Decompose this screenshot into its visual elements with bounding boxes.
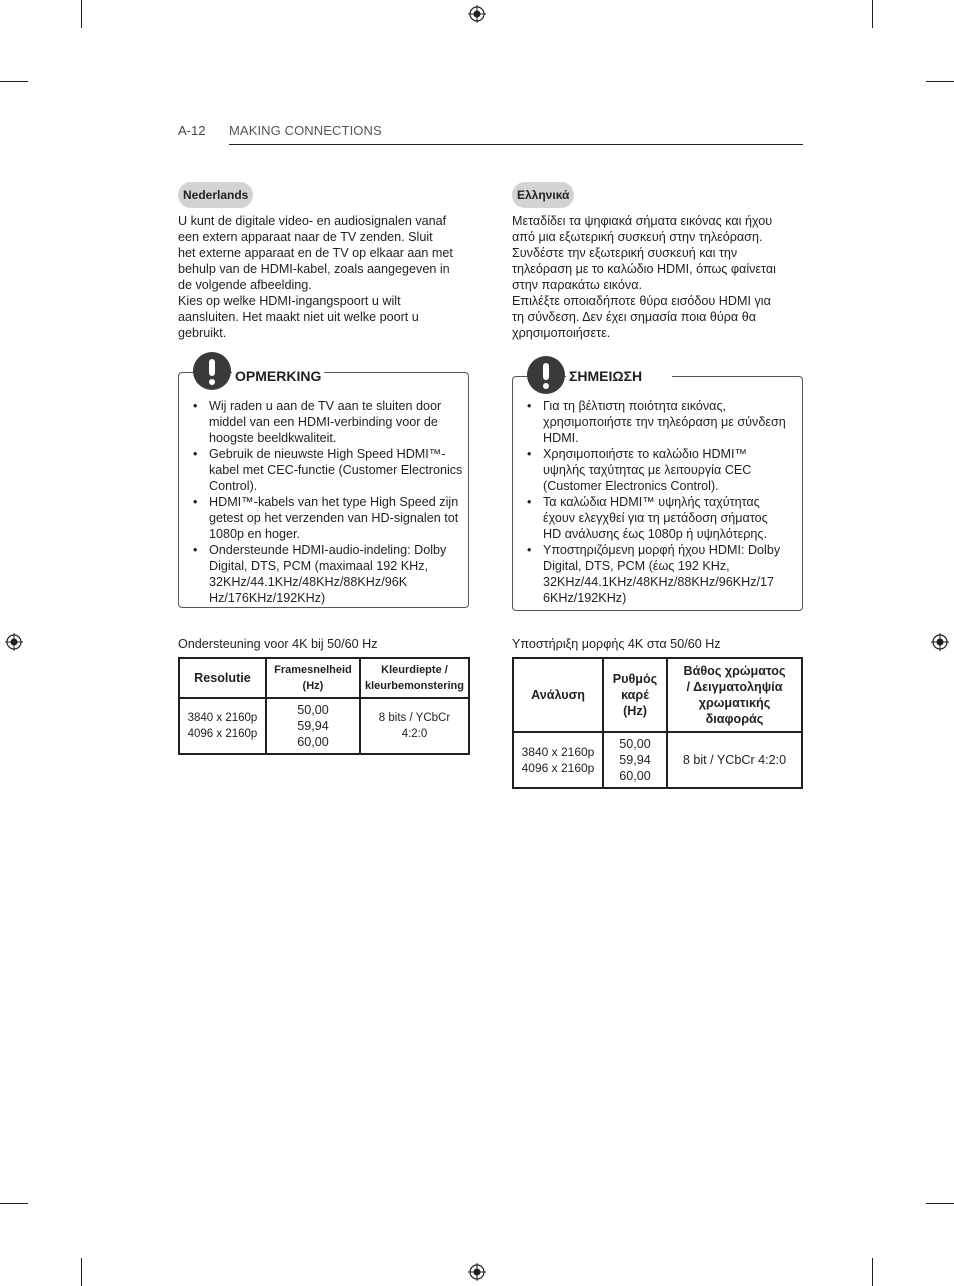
format-table-greek — [512, 657, 803, 789]
crop-mark — [81, 0, 82, 28]
list-item: • Ondersteunde HDMI-audio-indeling: Dolby Digital, DTS, PCM (maximaal 192 KHz, 32KHz/44.1KHz/48KHz/88KHz/96K Hz/176KHz/192KHz) — [193, 542, 463, 606]
registration-mark-icon — [931, 633, 949, 651]
crop-mark — [0, 1203, 28, 1204]
table-cell-framerate: 50,00 59,94 60,00 — [603, 732, 667, 788]
table-header-row — [179, 658, 469, 698]
intro-paragraph-greek: Μεταδίδει τα ψηφιακά σήματα εικόνας και ήχου από μια εξωτερική συσκευή στην τηλεόραση. Συνδέστε την εξωτερική συσκευή και την τηλεόραση με το καλώδιο HDMI, όπως φαίνεται στην παρακάτω εικόνα. Επιλέξτε οποιαδήποτε θύρα εισόδου HDMI για τη σύνδεση. Δεν έχει σημασία ποια θύρα θα χρησιμοποιήσετε. — [512, 214, 776, 340]
note-title-dutch: OPMERKING — [232, 368, 324, 384]
table-cell-resolution: 3840 x 2160p 4096 x 2160p — [179, 698, 266, 754]
note-title-greek: ΣΗΜΕΙΩΣΗ — [566, 368, 672, 384]
table-header-cell: Βάθος χρώματος / Δειγματοληψία χρωματικής διαφοράς — [667, 658, 802, 732]
registration-mark-icon — [468, 5, 486, 23]
table-row — [513, 732, 802, 788]
list-item: • HDMI™-kabels van het type High Speed zijn getest op het verzenden van HD-signalen tot 1080p en hoger. — [193, 494, 463, 542]
crop-mark — [872, 0, 873, 28]
header-divider — [229, 144, 803, 145]
intro-paragraph-dutch: U kunt de digitale video- en audiosignalen vanaf een extern apparaat naar de TV zenden. Sluit het externe apparaat en de TV op elkaar aan met behulp van de HDMI-kabel, zoals aangegeven in de volgende afbeelding. Kies op welke HDMI-ingangspoort u wilt aansluiten. Het maakt niet uit welke poort u gebruikt. — [178, 214, 453, 340]
language-label-dutch: Nederlands — [178, 182, 253, 208]
table-cell-resolution: 3840 x 2160p 4096 x 2160p — [513, 732, 603, 788]
table-header-row — [513, 658, 802, 732]
table-cell-framerate: 50,00 59,94 60,00 — [266, 698, 360, 754]
table-header-cell: Resolutie — [179, 658, 266, 698]
table-row — [179, 698, 469, 754]
table-cell-color: 8 bits / YCbCr 4:2:0 — [360, 698, 469, 754]
crop-mark — [81, 1258, 82, 1286]
list-item: • Για τη βέλτιστη ποιότητα εικόνας, χρησιμοποιήστε την τηλεόραση με σύνδεση HDMI. — [527, 398, 789, 446]
table-header-cell: Ρυθμός καρέ (Hz) — [603, 658, 667, 732]
format-table-dutch — [178, 657, 470, 755]
page-number: A-12 — [178, 123, 206, 138]
registration-mark-icon — [468, 1263, 486, 1281]
note-list-dutch — [193, 398, 463, 606]
list-item: • Wij raden u aan de TV aan te sluiten door middel van een HDMI-verbinding voor de hoogste beeldkwaliteit. — [193, 398, 463, 446]
table-caption-dutch: Ondersteuning voor 4K bij 50/60 Hz — [178, 637, 378, 651]
note-list-greek — [527, 398, 789, 606]
crop-mark — [926, 81, 954, 82]
crop-mark — [926, 1203, 954, 1204]
list-item: • Gebruik de nieuwste High Speed HDMI™-kabel met CEC-functie (Customer Electronics Control). — [193, 446, 463, 494]
table-header-cell: Kleurdiepte / kleurbemonstering — [360, 658, 469, 698]
warning-icon — [527, 356, 565, 394]
table-header-cell: Framesnelheid (Hz) — [266, 658, 360, 698]
table-cell-color: 8 bit / YCbCr 4:2:0 — [667, 732, 802, 788]
crop-mark — [872, 1258, 873, 1286]
list-item: • Υποστηριζόμενη μορφή ήχου HDMI: Dolby Digital, DTS, PCM (έως 192 KHz, 32KHz/44.1KHz/48KHz/88KHz/96KHz/17 6KHz/192KHz) — [527, 542, 789, 606]
registration-mark-icon — [5, 633, 23, 651]
warning-icon — [193, 352, 231, 390]
table-caption-greek: Υποστήριξη μορφής 4K στα 50/60 Hz — [512, 637, 721, 651]
table-header-cell: Ανάλυση — [513, 658, 603, 732]
crop-mark — [0, 81, 28, 82]
language-label-greek: Ελληνικά — [512, 182, 574, 208]
section-title: MAKING CONNECTIONS — [229, 123, 382, 138]
list-item: • Τα καλώδια HDMI™ υψηλής ταχύτητας έχουν ελεγχθεί για τη μετάδοση σήματος HD ανάλυσης έως 1080p ή υψηλότερης. — [527, 494, 789, 542]
list-item: • Χρησιμοποιήστε το καλώδιο HDMI™ υψηλής ταχύτητας με λειτουργία CEC (Customer Electronics Control). — [527, 446, 789, 494]
